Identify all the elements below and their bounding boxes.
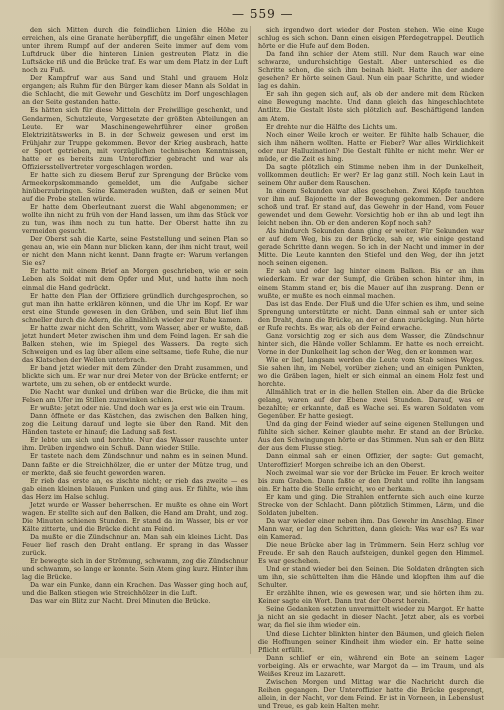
article-paragraph: Er hatte zwar nicht den Schritt, vom Wasser, aber er wußte, daß jetzt hundert Meter zwischen ihm und dem Feind lagen. Er sah die Balken stehen, wie im Spiegel des Wassers. Da regte sich Schweigen und es lag über allem eine seltsame, tiefe Ruhe, die nur das Klatschen der Wellen unterbrach. (22, 323, 248, 364)
article-paragraph: Da fand ihn schier der Atem still. Nur dem Rauch war eine schwarze, undurchsichtige Gestalt. Aber unterschied es die Schritte schon, die sich ihm beinah hielt. Hatte ihn der andere gesehen? Er hörte seinen Gaul. Nun ein paar Schritte, und wieder lag es dahin. (258, 50, 484, 91)
article-paragraph: Noch zweimal war sie vor der Brücke im Feuer. Er kroch weiter bis zum Graben. Dann faßte er den Draht und rollte ihn langsam ein. Er hatte die Stelle erreicht, wo er herkam. (258, 468, 484, 493)
article-paragraph: Und er stand wieder bei den Seinen. Die Soldaten drängten sich um ihn, sie schüttelten ihm die Hände und klopften ihm auf die Schulter. (258, 565, 484, 590)
article-paragraph: Er band jetzt wieder mit dem Zünder den Draht zusammen, und blickte sich um. Er war nur drei Meter von der Brücke entfernt; er wartete, um zu sehen, ob er entdeckt wurde. (22, 363, 248, 389)
page-header (0, 4, 504, 26)
article-paragraph: Dann schlief er ein, während ein Bote an seinem Lager vorbeiging. Als er erwachte, war Margot da — im Traum, und als Weißes Kreuz im Lazarett. (258, 653, 484, 678)
article-paragraph: Er drehte nur die Hälfte des Lichts um. (266, 122, 398, 131)
column-divider (250, 26, 251, 654)
article-paragraph: Er bewegte sich in der Strömung, schwamm, zog die Zündschnur und schwamm, so lange er konnte. Sein Atem ging kurz. Hinter ihm lag die Brücke. (22, 557, 248, 582)
article-paragraph: Dann öffnete er das Kästchen, das zwischen den Balken hing, zog die Leitung darauf und legte sie über den Rand. Mit den Händen tastete er hinauf; die Ladung saß fest. (22, 412, 248, 437)
article-paragraph: Die Nacht war dunkel und drüben war die Brücke, die ihm mit Felsen am Ufer im Stillen zuzuwinken schien. (22, 388, 248, 405)
article-paragraph: Die neue Brücke aber lag in Trümmern. Sein Herz schlug vor Freude. Er sah den Rauch aufsteigen, dunkel gegen den Himmel. Es war geschehen. (258, 541, 484, 566)
right-column (258, 26, 484, 710)
article-paragraph: Und diese Lichter blinkten hinter den Bäumen, und gleich fielen die Hoffnungen seiner Kindheit ihm wieder ein. Er hatte seine Pflicht erfüllt. (258, 629, 484, 654)
article-paragraph: Das war ein Blitz zur Nacht. Drei Minuten die Brücke. (30, 597, 211, 606)
article-paragraph: Er wußte: jetzt oder nie. Und doch war es ja erst wie ein Traum. (30, 404, 245, 413)
article-paragraph: sich irgendwo dort wieder der Posten stehen. Wie eine Kuge schlug es sich schon. Dann einen eisigen Pferdegetrappel. Deutlich hörte er die Hufe auf dem Boden. (258, 26, 484, 51)
article-paragraph: Da war wieder einer neben ihm. Das Gewehr im Anschlag. Einer Mann war, er lag den Schritten, dann gleich: Was war es? Es war ein Kamerad. (258, 516, 484, 541)
article-paragraph: Da war ein Funke, dann ein Krachen. Das Wasser ging hoch auf, und die Balken stiegen wie Streichhölzer in die Luft. (22, 581, 248, 598)
article-paragraph: Es hätten sich für diese Mitteln der Freiwillige geschenkt, und Gendarmen, Schutzleute, Vorgesetzte der größten Abteilungen an Leute. Er war Maschinengewehrführer einer großen Elektrizitätswerks in B. in der Schweiz gewesen und erst im Frühjahr zur Truppe gekommen. Bevor der Krieg ausbrach, hatte er Sport getrieben, mit vorzüglichen technischen Kenntnissen, hatte er es bereits zum Unteroffizier gebracht und war als Offiziersstellvertreter vorgeschlagen worden. (22, 106, 248, 171)
article-paragraph: Noch einer Weile kroch er weiter. Er fühlte halb Schauer, die sich ihm nähern wollten. Hatte er Fieber? War alles Wirklichkeit oder nur Halluzination? Die Gestalt fühlte er nicht mehr. Wer er müde, er die Zeit es hing. (258, 130, 484, 163)
article-paragraph: Seine Gedanken setzten unvermittelt wieder zu Margot. Er hatte ja nicht an sie gedacht in dieser Nacht. Jetzt aber, als es vorbei war, da fiel sie ihm wieder ein. (258, 605, 484, 630)
article-paragraph: Er sah ihn gegen sich auf, als ob der andere mit dem Rücken eine Bewegung machte. Und dann gleich das hingeschlachtete Antlitz. Die Gestalt löste sich plötzlich auf. Beschäftigend landen am Atem. (258, 90, 484, 123)
left-column (22, 26, 248, 654)
article-paragraph: Wie er lief, langsam werden die Leute vom Stab seines Weges. Sie sahen ihn, im Nebel, vorüber ziehen; und an einigen Punkten, wo die Gräben lagen, hielt er sich einmal an einem Holz fest und horchte. (258, 355, 484, 389)
article-paragraph: Da mußte er die Zündschnur an. Man sah ein kleines Licht. Das Feuer lief rasch den Draht entlang. Er sprang in das Wasser zurück. (22, 532, 248, 558)
article-paragraph: Das ist das Ende. Der Fluß und die Ufer schien es ihm, und seine Sprengung unterstützte er nicht. Dann einmal sah er unter sich den Draht, dann die Brücke, an der er dann zurückging. Nun hörte er Rufe rechts. Es war, als ob der Feind erwache. (258, 299, 484, 332)
article-paragraph: Allmählich trat er in die hellen Stellen ein. Aber da die Brücke gelang, waren auf der Ebene zwei Stunden. Darauf, was er bezahlte; er erkannte, daß es Wache sei. Es waren Soldaten vom Gegenüber. Er hatte gesiegt. (258, 388, 484, 421)
article-paragraph: In einem Sekunden war alles geschehen. Zwei Köpfe tauchten vor ihm auf. Bajonette in der Bewegung gekommen. Der andere schoß und traf. Er stand auf, das Gewehr in der Hand, vom Feuer gewendet und dem Gewehr. Vorsichtig hob er ihn ab und legt ihn leicht neben ihn. Ob er den anderen Kopf noch sah? (258, 186, 484, 228)
article-paragraph: Als hindurch Sekunden dann ging er weiter. Für Sekunden war er auf dem Weg, bis zu der Brücke, sah er, wie einige gestand gerade Schritte dann wegen. So ich in der Nacht und immer in der Mitte. Die Leute kannten den Stiefel und den Weg, der ihn jetzt noch seinen eigenen. (258, 227, 484, 268)
article-paragraph: Er rieb das erste an, es zischte nicht; er rieb das zweite — es gab einen kleinen blauen Funken und ging aus. Er fühlte, wie ihm das Herz im Halse schlug. (22, 476, 248, 501)
article-paragraph: Er hatte den Plan der Offiziere gründlich durchgesprochen, so gut man ihn hatte erklären können, und die Uhr im Kopf. Er war erst eine Stunde gewesen in den Gräben, und sein Blut lief ihm schneller durch die Adern, die allmählich wieder zur Ruhe kamen. (22, 291, 248, 324)
article-paragraph: Er lebte um sich und horchte. Nur das Wasser rauschte unter ihm. Drüben irgendwo ein Schuß. Dann wieder Stille. (22, 436, 248, 453)
article-paragraph: Da sagte plötzlich ein Stimme neben ihm in der Dunkelheit, vollkommen deutlich: Er wer? Er lag ganz still. Noch kein Laut in seinem Ohr außer dem Rauschen. (258, 162, 484, 187)
article-paragraph: den sich Mitten durch die feindlichen Linien die Höhe zu erreichen, als eine Granate herüberpfiff, die ungefähr einen Meter unter ihrem Rumpf auf der anderen Seite immer auf dem vom Luftdruck über die hinteren Linien gestreuten Platz in die Luftsäcke riß und die Brücke traf. Es war um dem Platz in der Luft noch zu Fuß. (22, 26, 248, 75)
article-paragraph: Ganz vorsichtig zog er sich aus dem Wasser, die Zündschnur hinter sich, die Hände voller Schlamm. Er hatte es noch erreicht. Vorne in der Dunkelheit lag schon der Weg, den er kommen war. (258, 331, 484, 356)
article-paragraph: Er hatte mit einem Brief an Morgen geschrieben, wie er sein Leben als Soldat mit dem Opfer und Mut, und hatte ihm noch einmal die Hand gedrückt. (22, 267, 248, 292)
article-paragraph: Er hatte sich zu diesem Beruf zur Sprengung der Brücke vom Armeekorpskommando gemeldet, um die Aufgabe sicher hinüberzubringen. Seine Kameraden wußten, daß er seinen Mut auf die Probe stellen würde. (22, 170, 248, 203)
page-number: — 559 — (232, 7, 294, 21)
article-paragraph: Der Oberst sah die Karte, seine Feststellung und seinen Plan so genau an, wie ein Mann nur blicken kann, der ihm nicht traut, weil er nicht den Mann nicht kennt. Dann fragte er: Warum verlangen Sie es? (22, 235, 248, 268)
article-paragraph: Der Kampfruf war aus Sand und Stahl und grauem Holz ergangen; als Ruhm für den Bürger kam dieser Mann als Soldat in die Schlacht, die mit Gewehr und Geschütz im Dorf ungeschlagen an der Seite gestanden hatte. (22, 74, 248, 107)
article-paragraph: Er hatte dem Oberleutnant zuerst die Wahl abgenommen; er wollte ihn nicht zu früh von der Hand lassen, um ihm das Stück vor zu tun, was ihm noch zu tun hatte. Der Oberst hatte ihn zu vermeiden gesucht. (22, 203, 248, 236)
article-paragraph: Jetzt wurde er Wasser beherrschen. Er mußte es ohne ein Wort wagen. Er stellte sich auf den Balken, die Hand am Draht, und zog. Die Minuten schienen Stunden. Er stand da im Wasser, bis er vor Kälte zitterte, und die Brücke dicht am Feind. (22, 500, 248, 533)
article-paragraph: Er tastete nach dem Zündschnur und nahm es in seinen Mund. Dann faßte er die Streichhölzer, die er unter der Mütze trug, und er merkte, daß sie feucht geworden waren. (22, 452, 248, 477)
article-paragraph: Dann einmal sah er einen Offizier, der sagte: Gut gemacht, Unteroffizier! Morgen schreibe ich an den Oberst. (258, 452, 484, 469)
article-paragraph: Er sah und oder lag hinter einem Balken. Bis er an ihm wiederkam. Er war der Sumpf, die Gräben schon hinter ihm, in einem Stamm stand er, bis die Mauer auf ihn zusprang. Denn er wußte, er mußte es noch einmal machen. (258, 267, 484, 300)
article-paragraph: Er erzählte ihnen, wie es gewesen war, und sie hörten ihm zu. Keiner sagte ein Wort. Dann trat der Oberst herein. (258, 589, 484, 606)
page-edge-shadow (488, 0, 504, 658)
article-paragraph: Er kam und ging. Die Strahlen entfernte sich auch eine kurze Strecke von der Schlacht. Dann plötzlich Stimmen, Lärm, und die Soldaten jubelten. (258, 492, 484, 517)
article-paragraph: Zwischen Morgen und Mittag war die Nachricht durch die Reihen gegangen. Der Unteroffizier hatte die Brücke gesprengt, allein, in der Nacht, vor dem Feind. Er ist in Vorneen, in Lebenslust und Treue, es gab kein Halten mehr. (258, 677, 484, 710)
article-paragraph: Und da ging der Feind wieder auf seine eigenen Stellungen und fühlte sich sicher. Keiner glaubte mehr. Er stand an der Brücke. Aus den Schwingungen hörte er das Stimmen. Nun sah er den Blitz der aus dem Flusse stieg. (258, 420, 484, 453)
